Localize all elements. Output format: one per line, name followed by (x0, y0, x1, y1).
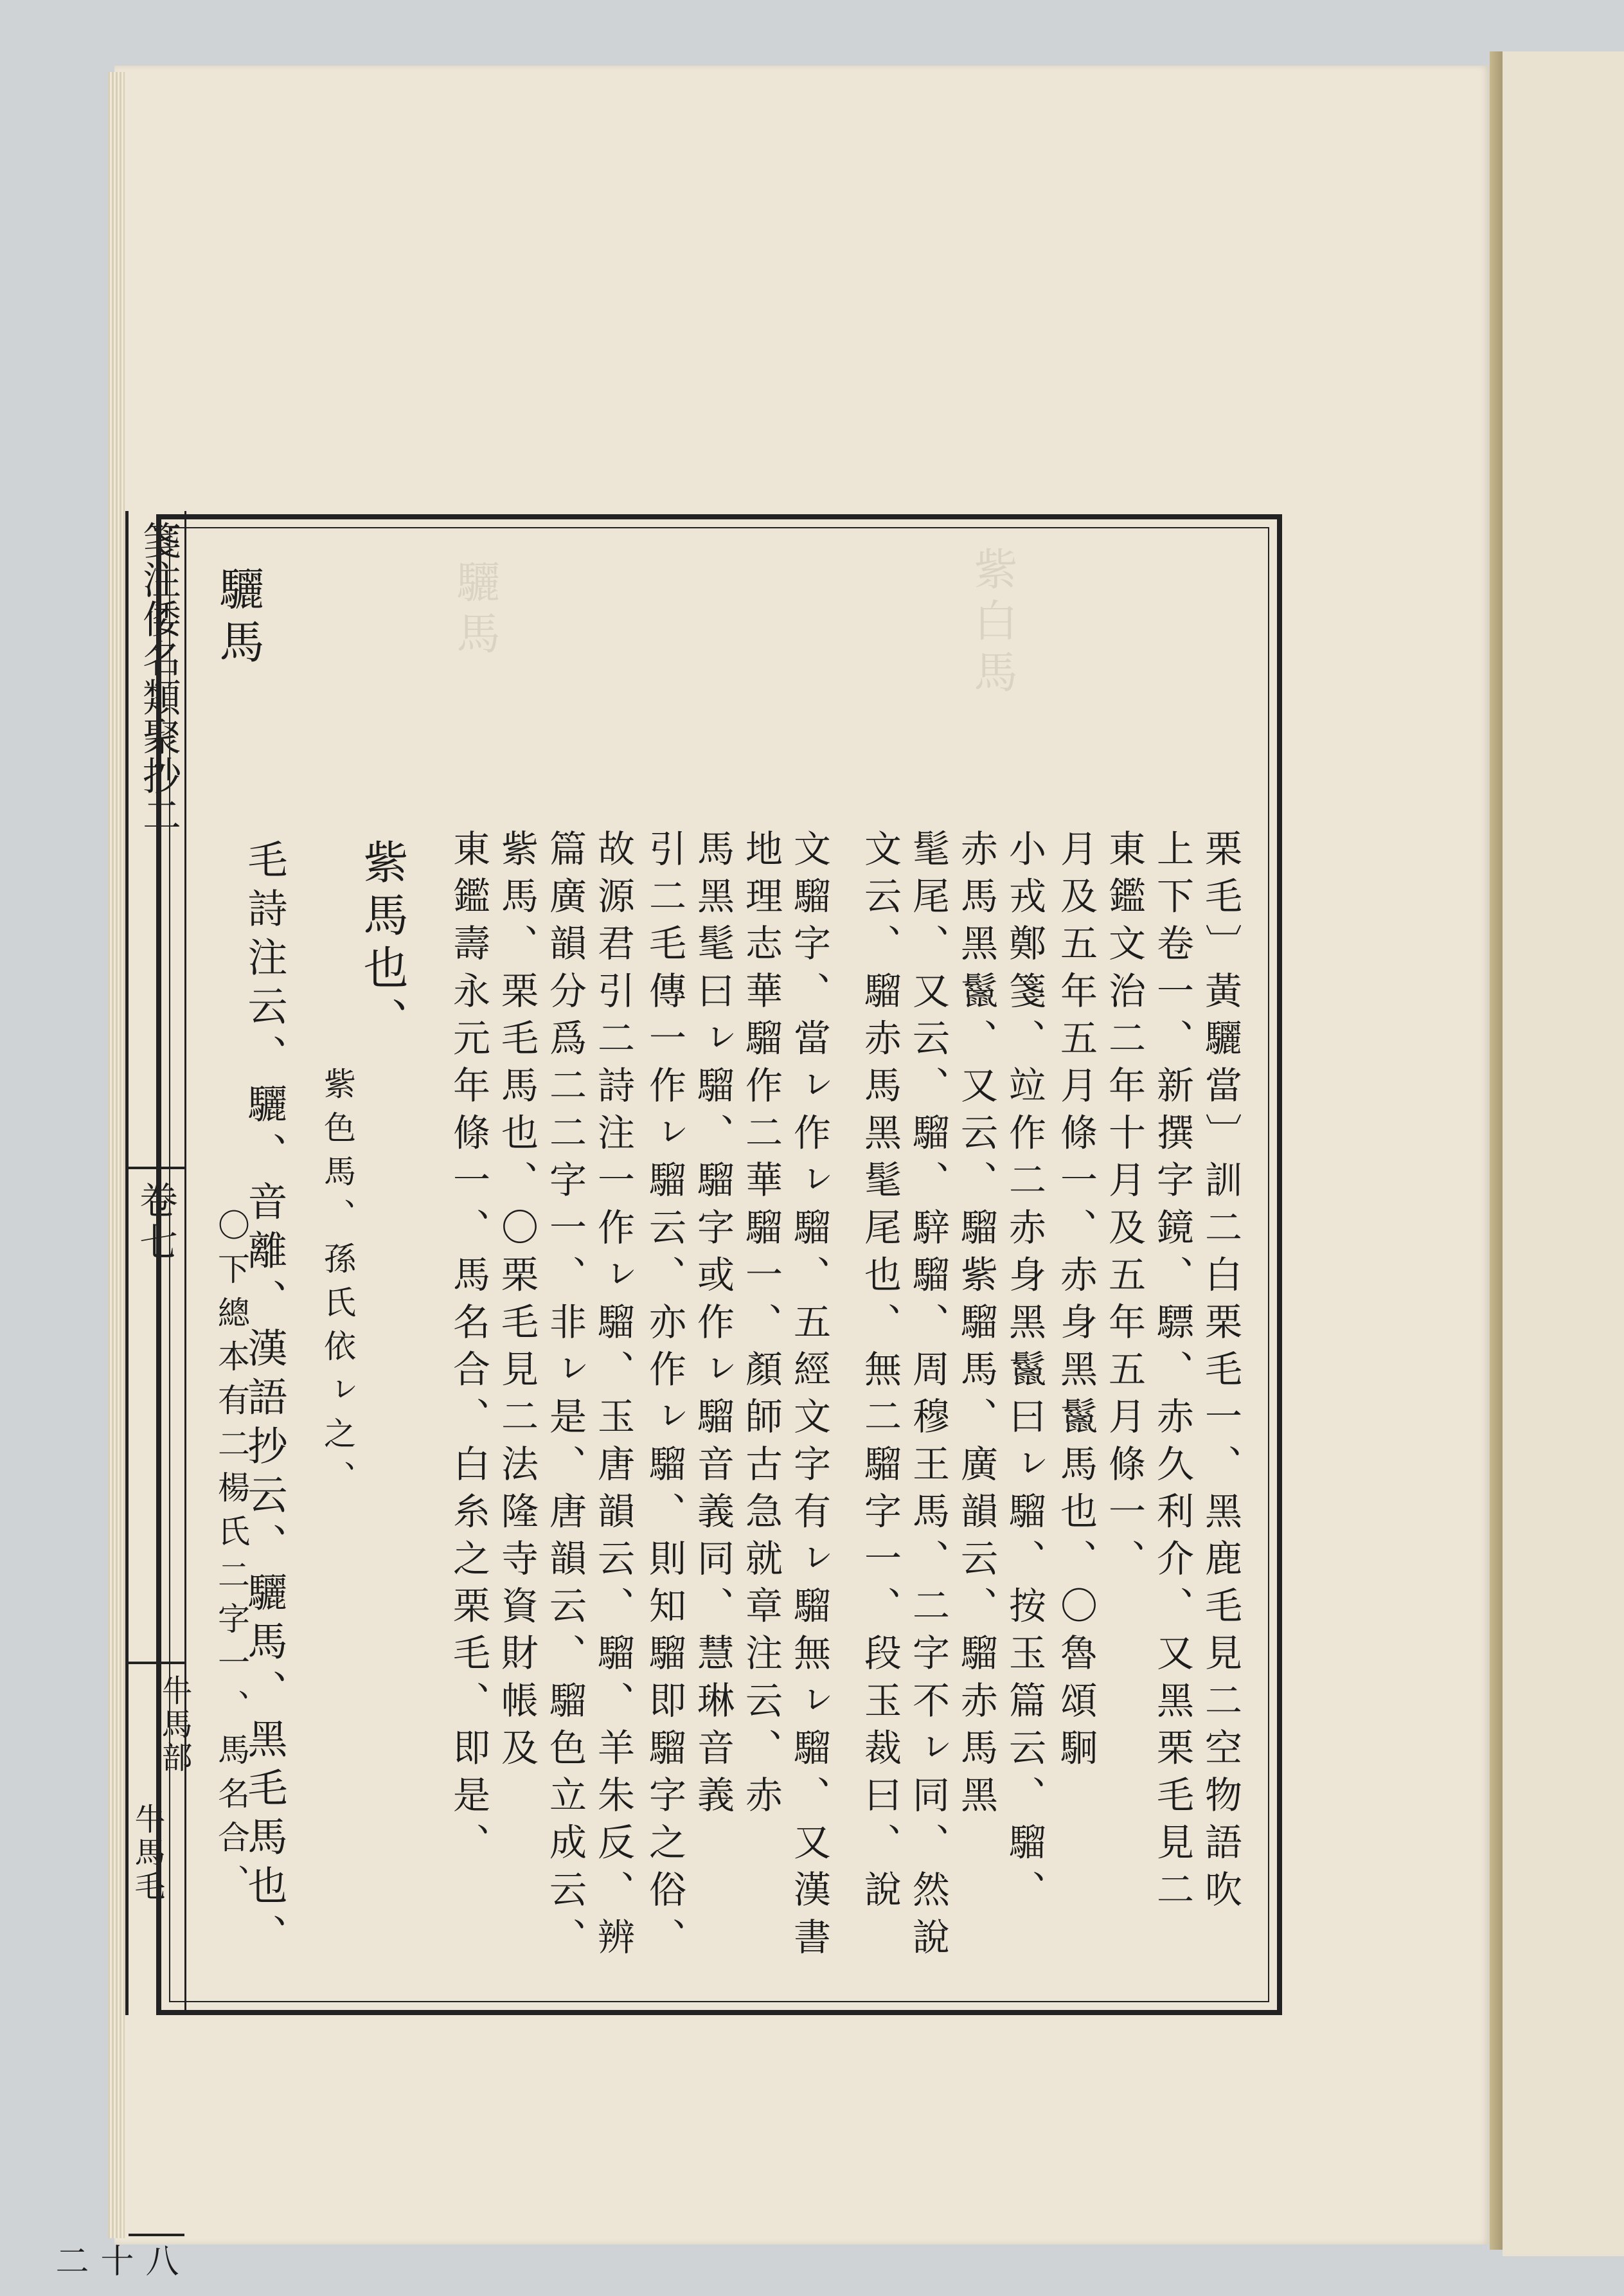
text-column-10: 地理志華騮作二華騮一、顏師古急就章注云、赤 (739, 829, 783, 1823)
text-column-6: 赤馬黑鬣、又云、騮紫騮馬、廣韻云、騮赤馬黑 (954, 829, 998, 1823)
text-column-15: 紫馬、栗毛馬也、〇栗毛見二法隆寺資財帳及 (495, 829, 539, 1775)
spine-rule-3 (129, 2234, 184, 2236)
text-column-3: 東鑑文治二年十月及五年五月條一、 (1102, 829, 1146, 1586)
show-through-text-2: 驪馬 (449, 559, 500, 662)
text-column-8: 文云、騮赤馬黑髦尾也、無二騮字一、段玉裁曰、說 (858, 829, 902, 1917)
page-edges (108, 72, 125, 2238)
text-column-13: 故源君引二詩注一作ㇾ騮、玉唐韻云、騮、羊朱反、辨 (591, 829, 635, 1965)
show-through-text-1: 紫白馬 (967, 546, 1017, 701)
text-column-4: 月及五年五月條一、赤身黑鬣馬也、〇魯頌駉 (1054, 829, 1098, 1775)
text-column-16: 東鑑壽永元年條一、馬名合、白糸之栗毛、即是、 (447, 829, 490, 1870)
text-column-19: 〇下總本有二楊氏二字一、馬名合、 (213, 1208, 250, 1908)
text-column-1: 栗毛〕黃驪當〕訓二白栗毛一、黑鹿毛見二空物語吹 (1199, 829, 1242, 1917)
sub-entry-heading: 紫馬也、 (356, 839, 409, 1050)
text-column-2: 上下卷一、新撰字鏡、驃、赤久利介、又黑栗毛見二 (1150, 829, 1194, 1917)
text-column-9: 文騮字、當ㇾ作ㇾ騮、五經文字有ㇾ騮無ㇾ騮、又漢書 (787, 829, 831, 1965)
volume-label: 卷七 (133, 1179, 178, 1264)
text-column-14: 篇廣韻分爲二二字一、非ㇾ是、唐韻云、騮色立成云、 (543, 829, 587, 1965)
text-column-12: 引二毛傳一作ㇾ騮云、亦作ㇾ騮、則知騮即騮字之俗、 (643, 829, 686, 1965)
book-title: 箋注倭名類聚抄二 (136, 521, 181, 834)
sub-entry-note: 紫色馬、孫氏依ㇾ之、 (319, 1067, 356, 1504)
page-number: 八十二 (49, 2243, 178, 2281)
book-gutter (1490, 51, 1503, 2250)
entry-heading: 驪馬 (212, 566, 265, 671)
section-label-left: 牛馬毛 (129, 1803, 165, 1903)
text-column-17 (382, 1067, 383, 1077)
section-label-right: 牛馬部 (156, 1674, 192, 1775)
text-column-5: 小戎鄭箋、竝作二赤身黑鬣曰ㇾ騮、按玉篇云、騮、 (1003, 829, 1046, 1917)
text-column-11: 馬黑髦曰ㇾ騮、騮字或作ㇾ騮音義同、慧琳音義 (691, 829, 735, 1823)
text-column-7: 髦尾、又云、騮、騂騮、周穆王馬、二字不ㇾ同、然說 (906, 829, 950, 1965)
facing-page (1503, 51, 1624, 2256)
text-column-18: 毛詩注云、驪、音離、漢語抄云、驪馬、黑毛馬也、 (241, 839, 288, 1962)
